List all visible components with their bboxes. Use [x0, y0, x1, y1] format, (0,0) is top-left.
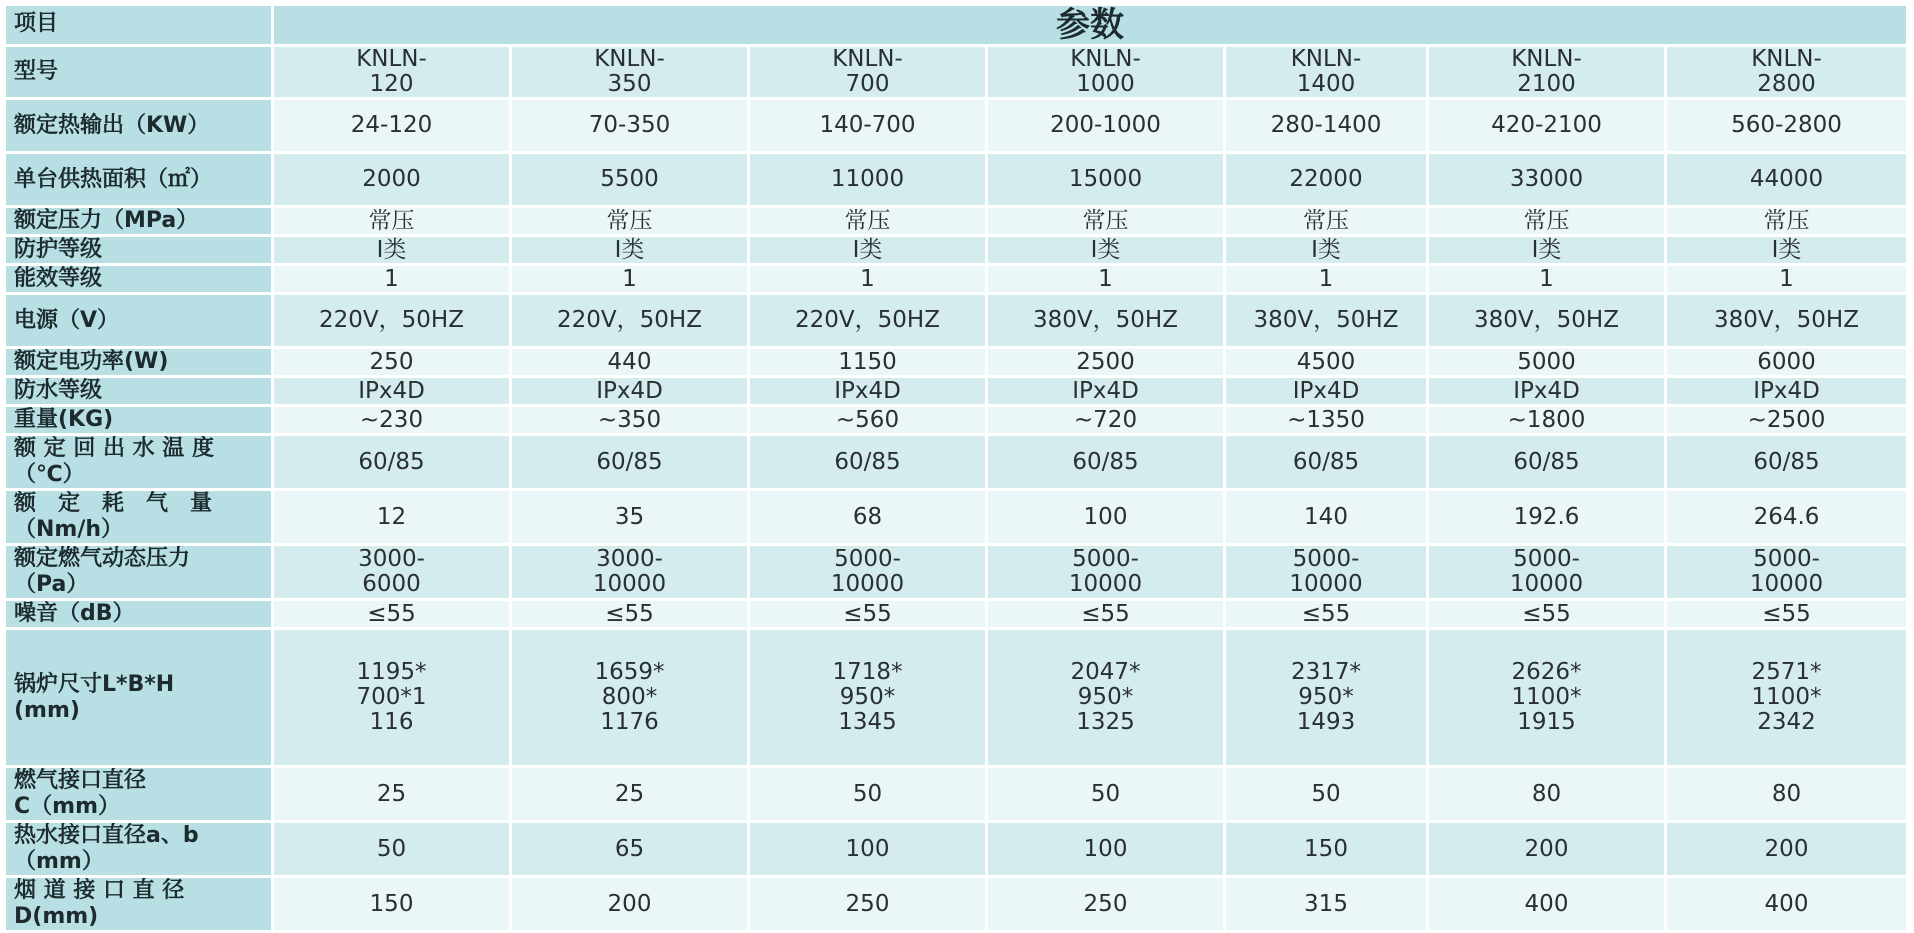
cell-noise: ≤55 — [1429, 601, 1664, 627]
cell-power-supply: 220V，50HZ — [750, 295, 985, 346]
cell-weight: ~720 — [988, 407, 1223, 433]
cell-gas-connection-diameter: 50 — [988, 768, 1223, 820]
cell-rated-pressure: 常压 — [750, 208, 985, 234]
row-label-water-temperature: 额 定 回 出 水 温 度 （℃） — [6, 436, 271, 488]
cell-power-supply: 220V，50HZ — [274, 295, 509, 346]
cell-protection-class: I类 — [274, 237, 509, 263]
cell-gas-dynamic-pressure: 5000- 10000 — [1226, 546, 1426, 598]
cell-boiler-dimensions: 1718* 950* 1345 — [750, 630, 985, 765]
cell-gas-consumption: 140 — [1226, 491, 1426, 543]
cell-water-temperature: 60/85 — [1667, 436, 1906, 488]
cell-power-supply: 220V，50HZ — [512, 295, 747, 346]
cell-rated-pressure: 常压 — [988, 208, 1223, 234]
row-label-boiler-dimensions: 锅炉尺寸L*B*H (mm) — [6, 630, 271, 765]
table-row — [6, 878, 1906, 930]
cell-waterproof-class: IPx4D — [1667, 378, 1906, 404]
table-row — [6, 630, 1906, 765]
row-label-weight: 重量(KG) — [6, 407, 271, 433]
cell-flue-connection-diameter: 250 — [988, 878, 1223, 930]
cell-boiler-dimensions: 2317* 950* 1493 — [1226, 630, 1426, 765]
cell-noise: ≤55 — [1667, 601, 1906, 627]
cell-model: KNLN- 700 — [750, 47, 985, 97]
cell-noise: ≤55 — [274, 601, 509, 627]
row-label-flue-connection-diameter: 烟 道 接 口 直 径 D(mm) — [6, 878, 271, 930]
cell-protection-class: I类 — [512, 237, 747, 263]
cell-efficiency-class: 1 — [274, 266, 509, 292]
cell-gas-dynamic-pressure: 5000- 10000 — [1667, 546, 1906, 598]
cell-water-temperature: 60/85 — [1226, 436, 1426, 488]
cell-weight: ~350 — [512, 407, 747, 433]
cell-efficiency-class: 1 — [1429, 266, 1664, 292]
cell-hot-water-connection-diameter: 100 — [988, 823, 1223, 875]
cell-flue-connection-diameter: 150 — [274, 878, 509, 930]
table-row — [6, 208, 1906, 234]
cell-model: KNLN- 350 — [512, 47, 747, 97]
cell-water-temperature: 60/85 — [274, 436, 509, 488]
cell-boiler-dimensions: 2626* 1100* 1915 — [1429, 630, 1664, 765]
cell-heating-area: 15000 — [988, 154, 1223, 205]
cell-heating-area: 2000 — [274, 154, 509, 205]
cell-gas-dynamic-pressure: 3000- 6000 — [274, 546, 509, 598]
row-label-gas-connection-diameter: 燃气接口直径 C（mm） — [6, 768, 271, 820]
cell-hot-water-connection-diameter: 100 — [750, 823, 985, 875]
cell-hot-water-connection-diameter: 65 — [512, 823, 747, 875]
cell-efficiency-class: 1 — [988, 266, 1223, 292]
cell-rated-electric-power: 2500 — [988, 349, 1223, 375]
row-label-waterproof-class: 防水等级 — [6, 378, 271, 404]
cell-gas-connection-diameter: 80 — [1667, 768, 1906, 820]
table-row — [6, 546, 1906, 598]
cell-model: KNLN- 1400 — [1226, 47, 1426, 97]
row-label-model: 型号 — [6, 47, 271, 97]
cell-protection-class: I类 — [1667, 237, 1906, 263]
cell-gas-consumption: 100 — [988, 491, 1223, 543]
cell-power-supply: 380V，50HZ — [1226, 295, 1426, 346]
cell-heating-area: 22000 — [1226, 154, 1426, 205]
cell-efficiency-class: 1 — [750, 266, 985, 292]
row-label-noise: 噪音（dB） — [6, 601, 271, 627]
table-row — [6, 100, 1906, 151]
row-label-heating-area: 单台供热面积（㎡） — [6, 154, 271, 205]
cell-boiler-dimensions: 2571* 1100* 2342 — [1667, 630, 1906, 765]
cell-hot-water-connection-diameter: 150 — [1226, 823, 1426, 875]
cell-waterproof-class: IPx4D — [988, 378, 1223, 404]
cell-noise: ≤55 — [988, 601, 1223, 627]
cell-water-temperature: 60/85 — [988, 436, 1223, 488]
cell-power-supply: 380V，50HZ — [1667, 295, 1906, 346]
header-params-label: 参数 — [274, 6, 1906, 44]
cell-model: KNLN- 2100 — [1429, 47, 1664, 97]
cell-model: KNLN- 120 — [274, 47, 509, 97]
cell-rated-heat-output: 140-700 — [750, 100, 985, 151]
cell-efficiency-class: 1 — [1226, 266, 1426, 292]
cell-gas-consumption: 12 — [274, 491, 509, 543]
row-label-protection-class: 防护等级 — [6, 237, 271, 263]
cell-protection-class: I类 — [1226, 237, 1426, 263]
cell-gas-consumption: 68 — [750, 491, 985, 543]
row-label-rated-heat-output: 额定热输出（KW） — [6, 100, 271, 151]
cell-rated-electric-power: 4500 — [1226, 349, 1426, 375]
cell-waterproof-class: IPx4D — [750, 378, 985, 404]
cell-boiler-dimensions: 1195* 700*1 116 — [274, 630, 509, 765]
cell-flue-connection-diameter: 400 — [1667, 878, 1906, 930]
cell-water-temperature: 60/85 — [1429, 436, 1664, 488]
cell-rated-electric-power: 6000 — [1667, 349, 1906, 375]
cell-rated-heat-output: 70-350 — [512, 100, 747, 151]
header-item-label: 项目 — [6, 6, 271, 44]
table-row — [6, 601, 1906, 627]
cell-heating-area: 11000 — [750, 154, 985, 205]
cell-gas-connection-diameter: 50 — [1226, 768, 1426, 820]
cell-rated-electric-power: 5000 — [1429, 349, 1664, 375]
cell-rated-heat-output: 280-1400 — [1226, 100, 1426, 151]
cell-protection-class: I类 — [1429, 237, 1664, 263]
cell-gas-dynamic-pressure: 5000- 10000 — [750, 546, 985, 598]
cell-rated-pressure: 常压 — [1429, 208, 1664, 234]
table-row — [6, 266, 1906, 292]
cell-gas-consumption: 192.6 — [1429, 491, 1664, 543]
cell-rated-pressure: 常压 — [274, 208, 509, 234]
cell-gas-dynamic-pressure: 5000- 10000 — [1429, 546, 1664, 598]
cell-flue-connection-diameter: 315 — [1226, 878, 1426, 930]
cell-heating-area: 33000 — [1429, 154, 1664, 205]
cell-heating-area: 5500 — [512, 154, 747, 205]
row-label-rated-electric-power: 额定电功率(W) — [6, 349, 271, 375]
cell-waterproof-class: IPx4D — [1226, 378, 1426, 404]
cell-hot-water-connection-diameter: 200 — [1429, 823, 1664, 875]
cell-rated-heat-output: 420-2100 — [1429, 100, 1664, 151]
cell-power-supply: 380V，50HZ — [988, 295, 1223, 346]
cell-hot-water-connection-diameter: 200 — [1667, 823, 1906, 875]
cell-rated-pressure: 常压 — [1667, 208, 1906, 234]
cell-water-temperature: 60/85 — [512, 436, 747, 488]
cell-water-temperature: 60/85 — [750, 436, 985, 488]
cell-rated-pressure: 常压 — [1226, 208, 1426, 234]
row-label-efficiency-class: 能效等级 — [6, 266, 271, 292]
table-row — [6, 237, 1906, 263]
cell-rated-heat-output: 560-2800 — [1667, 100, 1906, 151]
cell-weight: ~230 — [274, 407, 509, 433]
cell-flue-connection-diameter: 400 — [1429, 878, 1664, 930]
cell-heating-area: 44000 — [1667, 154, 1906, 205]
cell-rated-heat-output: 200-1000 — [988, 100, 1223, 151]
cell-power-supply: 380V，50HZ — [1429, 295, 1664, 346]
cell-efficiency-class: 1 — [1667, 266, 1906, 292]
cell-protection-class: I类 — [988, 237, 1223, 263]
table-row — [6, 407, 1906, 433]
table-row — [6, 823, 1906, 875]
cell-weight: ~560 — [750, 407, 985, 433]
cell-gas-connection-diameter: 25 — [274, 768, 509, 820]
cell-rated-pressure: 常压 — [512, 208, 747, 234]
cell-gas-consumption: 35 — [512, 491, 747, 543]
cell-flue-connection-diameter: 250 — [750, 878, 985, 930]
cell-gas-connection-diameter: 80 — [1429, 768, 1664, 820]
row-label-gas-dynamic-pressure: 额定燃气动态压力 （Pa） — [6, 546, 271, 598]
cell-noise: ≤55 — [512, 601, 747, 627]
cell-boiler-dimensions: 2047* 950* 1325 — [988, 630, 1223, 765]
row-label-hot-water-connection-diameter: 热水接口直径a、b （mm） — [6, 823, 271, 875]
cell-model: KNLN- 2800 — [1667, 47, 1906, 97]
cell-weight: ~2500 — [1667, 407, 1906, 433]
cell-gas-consumption: 264.6 — [1667, 491, 1906, 543]
table-row — [6, 47, 1906, 97]
table-row — [6, 768, 1906, 820]
cell-gas-connection-diameter: 25 — [512, 768, 747, 820]
table-row — [6, 154, 1906, 205]
cell-weight: ~1800 — [1429, 407, 1664, 433]
cell-waterproof-class: IPx4D — [274, 378, 509, 404]
cell-protection-class: I类 — [750, 237, 985, 263]
cell-hot-water-connection-diameter: 50 — [274, 823, 509, 875]
table-row — [6, 349, 1906, 375]
cell-waterproof-class: IPx4D — [1429, 378, 1664, 404]
cell-boiler-dimensions: 1659* 800* 1176 — [512, 630, 747, 765]
cell-noise: ≤55 — [1226, 601, 1426, 627]
cell-efficiency-class: 1 — [512, 266, 747, 292]
row-label-power-supply: 电源（V） — [6, 295, 271, 346]
cell-noise: ≤55 — [750, 601, 985, 627]
cell-rated-electric-power: 250 — [274, 349, 509, 375]
cell-gas-dynamic-pressure: 3000- 10000 — [512, 546, 747, 598]
cell-rated-heat-output: 24-120 — [274, 100, 509, 151]
table-row — [6, 491, 1906, 543]
cell-waterproof-class: IPx4D — [512, 378, 747, 404]
table-row — [6, 295, 1906, 346]
cell-model: KNLN- 1000 — [988, 47, 1223, 97]
cell-flue-connection-diameter: 200 — [512, 878, 747, 930]
table-row — [6, 378, 1906, 404]
row-label-gas-consumption: 额 定 耗 气 量 （Nm/h） — [6, 491, 271, 543]
cell-weight: ~1350 — [1226, 407, 1426, 433]
row-label-rated-pressure: 额定压力（MPa） — [6, 208, 271, 234]
cell-gas-connection-diameter: 50 — [750, 768, 985, 820]
cell-rated-electric-power: 440 — [512, 349, 747, 375]
cell-gas-dynamic-pressure: 5000- 10000 — [988, 546, 1223, 598]
cell-rated-electric-power: 1150 — [750, 349, 985, 375]
spec-table — [3, 3, 1909, 933]
table-row — [6, 436, 1906, 488]
